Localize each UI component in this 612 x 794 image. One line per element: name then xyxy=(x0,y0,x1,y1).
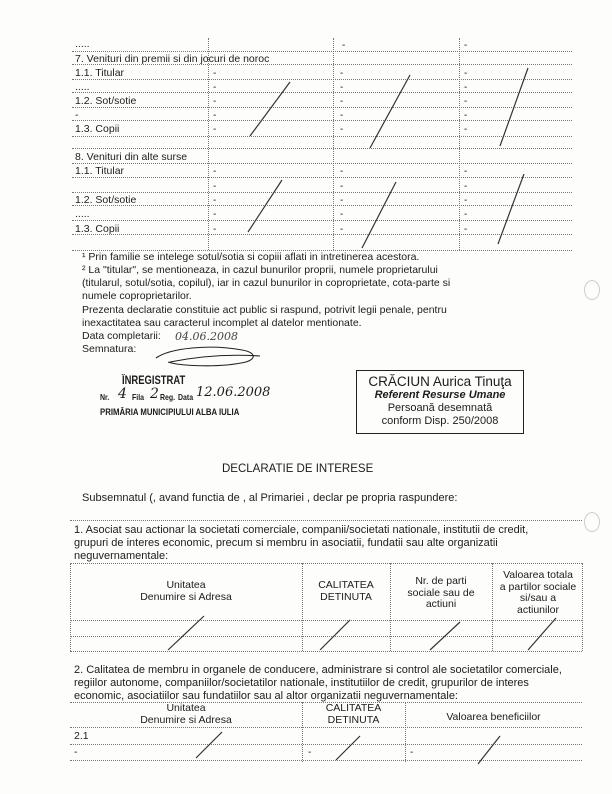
cell-dash: - xyxy=(464,68,468,79)
declaration-line: Prezenta declaratie constituie act public si raspund, potrivit legii penale, pentru xyxy=(82,304,447,316)
section2-title-line: regiilor autonome, companiilor/societatilor nationale, institutiilor de credit, grupurilor de interes xyxy=(74,677,529,689)
stamp-nr-value: 4 xyxy=(118,386,127,402)
col-header-line: CALITATEA xyxy=(325,702,382,714)
col-header-line: actiunilor xyxy=(516,603,560,616)
section1-title-line: neguvernamentale: xyxy=(74,550,169,562)
strike-line xyxy=(248,180,282,232)
strike-line xyxy=(500,68,528,146)
col-header-line: si/sau a xyxy=(519,592,557,604)
footnote-2-line: (titularul, sotul/sotia, copilul), iar in cazul bunurilor in coproprietate, cota-parte si xyxy=(82,277,451,289)
col-header-line: DETINUTA xyxy=(320,590,372,603)
stamp-data-label: Data xyxy=(178,392,194,402)
stamp-institution: PRIMĂRIA MUNICIPIULUI ALBA IULIA xyxy=(100,407,240,418)
stamp-fila-value: 2 xyxy=(150,386,159,402)
footnote-2-line: ² La "titular", se mentioneaza, in cazul bunurilor proprii, numele proprietarului xyxy=(82,264,438,276)
cell-dash: - xyxy=(340,110,344,121)
section7-title: 7. Venituri din premii si din jocuri de noroc xyxy=(75,53,270,65)
strike-line xyxy=(478,736,500,764)
section1-title-line: grupuri de interes economic, precum si membru in asociatii, fundatii sau alte organizatii xyxy=(74,537,498,549)
cell-dash: - xyxy=(464,181,468,192)
cell-dash: - xyxy=(410,747,414,758)
row-label: 1.3. Copii xyxy=(75,123,120,135)
cell-dash: - xyxy=(464,224,468,235)
cell-dash: - xyxy=(213,68,217,79)
col-header-line: Unitatea xyxy=(166,579,206,591)
cell-dash: - xyxy=(464,82,468,93)
col-header-line: sociale sau de xyxy=(407,586,475,599)
cell-dash: - xyxy=(340,209,344,220)
cell-dash: - xyxy=(464,166,468,177)
stamp-title: ÎNREGISTRAT xyxy=(122,375,186,387)
punch-hole-mark xyxy=(584,512,600,532)
signature-label: Semnatura: xyxy=(82,343,137,355)
declaration-line: inexactitatea sau caracterul incomplet al datelor mentionate. xyxy=(82,317,362,329)
row-label: - xyxy=(74,746,78,758)
stamp-data-value: 12.06.2008 xyxy=(196,385,271,400)
footnote-2-line: numele coproprietarilor. xyxy=(82,290,192,302)
strike-line xyxy=(168,616,204,650)
cell-dash: - xyxy=(340,96,344,107)
stamp-reg-label: Reg. xyxy=(160,392,176,402)
cell-dash: - xyxy=(213,166,217,177)
cell-dash: - xyxy=(340,124,344,135)
strike-line xyxy=(196,732,222,758)
strike-line xyxy=(362,182,396,248)
strike-lines xyxy=(0,0,612,260)
interests-intro: Subsemnatul (, avand functia de , al Primariei , declar pe propria raspundere: xyxy=(82,492,458,504)
col-header-line: Denumire si Adresa xyxy=(140,713,232,726)
row-label: - xyxy=(75,109,79,121)
cell-dash: - xyxy=(464,209,468,220)
col-header-line: Denumire si Adresa xyxy=(140,590,232,603)
hr-line3: Persoană desemnată xyxy=(387,402,493,414)
cell-dash: - xyxy=(213,110,217,121)
stamp-fila-label: Fila xyxy=(132,392,145,402)
cell-dash: - xyxy=(308,747,312,758)
cell-dash: - xyxy=(464,40,468,51)
row-label: 1.1. Titular xyxy=(75,165,125,177)
section1-title-line: 1. Asociat sau actionar la societati comerciale, companii/societati nationale, institutii de credit, xyxy=(74,524,529,536)
row-label: 1.2. Sot/sotie xyxy=(75,95,137,107)
row-label: 2.1 xyxy=(74,730,89,742)
date-value: 04.06.2008 xyxy=(175,330,238,343)
strike-line xyxy=(370,75,410,148)
signature-icon xyxy=(150,340,270,370)
cell-dash: - xyxy=(340,224,344,235)
row-label: ..... xyxy=(75,208,90,220)
hr-name: CRĂCIUN Aurica Tinuţa xyxy=(368,374,512,389)
col-header-line: Unitatea xyxy=(166,702,206,714)
section8-title: 8. Venituri din alte surse xyxy=(75,151,188,163)
cell-dash: - xyxy=(464,110,468,121)
row-label: 1.3. Copii xyxy=(75,223,120,235)
stamp-nr-label: Nr. xyxy=(100,392,110,402)
col-header-line: Nr. de parti xyxy=(415,575,467,587)
cell-dash: - xyxy=(340,195,344,206)
strike-line xyxy=(430,622,460,650)
section2-title-line: 2. Calitatea de membru in organele de conducere, administrare si control ale societatilor comerciale, xyxy=(74,664,562,676)
footnote-1: ¹ Prin familie se intelege sotul/sotia si copiii aflati in intretinerea acestora. xyxy=(82,251,420,263)
row-divider xyxy=(70,520,582,521)
cell-dash: - xyxy=(340,181,344,192)
row-label: 1.1. Titular xyxy=(75,67,125,79)
cell-dash: - xyxy=(213,181,217,192)
hr-line4: conform Disp. 250/2008 xyxy=(381,415,499,427)
col-header-line: Valoarea beneficiilor xyxy=(446,711,541,723)
cell-dash: - xyxy=(213,82,217,93)
cell-dash: - xyxy=(213,124,217,135)
strike-line xyxy=(250,82,290,136)
strike-line xyxy=(528,618,556,650)
col-header-line: actiuni xyxy=(425,598,457,610)
strike-line xyxy=(320,620,350,650)
col-header-line: CALITATEA xyxy=(318,579,374,591)
cell-dash: - xyxy=(213,209,217,220)
cell-dash: - xyxy=(340,68,344,79)
cell-dash: - xyxy=(342,40,346,51)
top-row-label: ..... xyxy=(75,38,90,50)
row-label: 1.2. Sot/sotie xyxy=(75,194,137,206)
col-header-line: DETINUTA xyxy=(327,713,380,726)
cell-dash: - xyxy=(213,224,217,235)
strike-lines xyxy=(0,600,612,660)
col-header-line: a partilor sociale xyxy=(499,580,577,593)
cell-dash: - xyxy=(464,124,468,135)
cell-dash: - xyxy=(213,195,217,206)
hr-role: Referent Resurse Umane xyxy=(374,389,506,401)
cell-dash: - xyxy=(340,82,344,93)
cell-dash: - xyxy=(464,96,468,107)
strike-line xyxy=(498,174,524,244)
cell-dash: - xyxy=(464,195,468,206)
col-header-line: Valoarea totala xyxy=(503,569,573,581)
punch-hole-mark xyxy=(584,280,600,300)
cell-dash: - xyxy=(340,166,344,177)
strike-line xyxy=(336,736,360,760)
row-divider xyxy=(70,563,582,564)
interests-title: DECLARATIE DE INTERESE xyxy=(222,463,374,475)
row-label: ..... xyxy=(75,81,90,93)
hr-stamp xyxy=(356,370,524,434)
strike-lines xyxy=(0,720,612,780)
section2-title-line: economic, asociatiilor sau fundatiilor sau al altor organizatii neguvernamentale: xyxy=(74,690,458,702)
date-label: Data completarii: xyxy=(82,330,161,342)
cell-dash: - xyxy=(213,96,217,107)
